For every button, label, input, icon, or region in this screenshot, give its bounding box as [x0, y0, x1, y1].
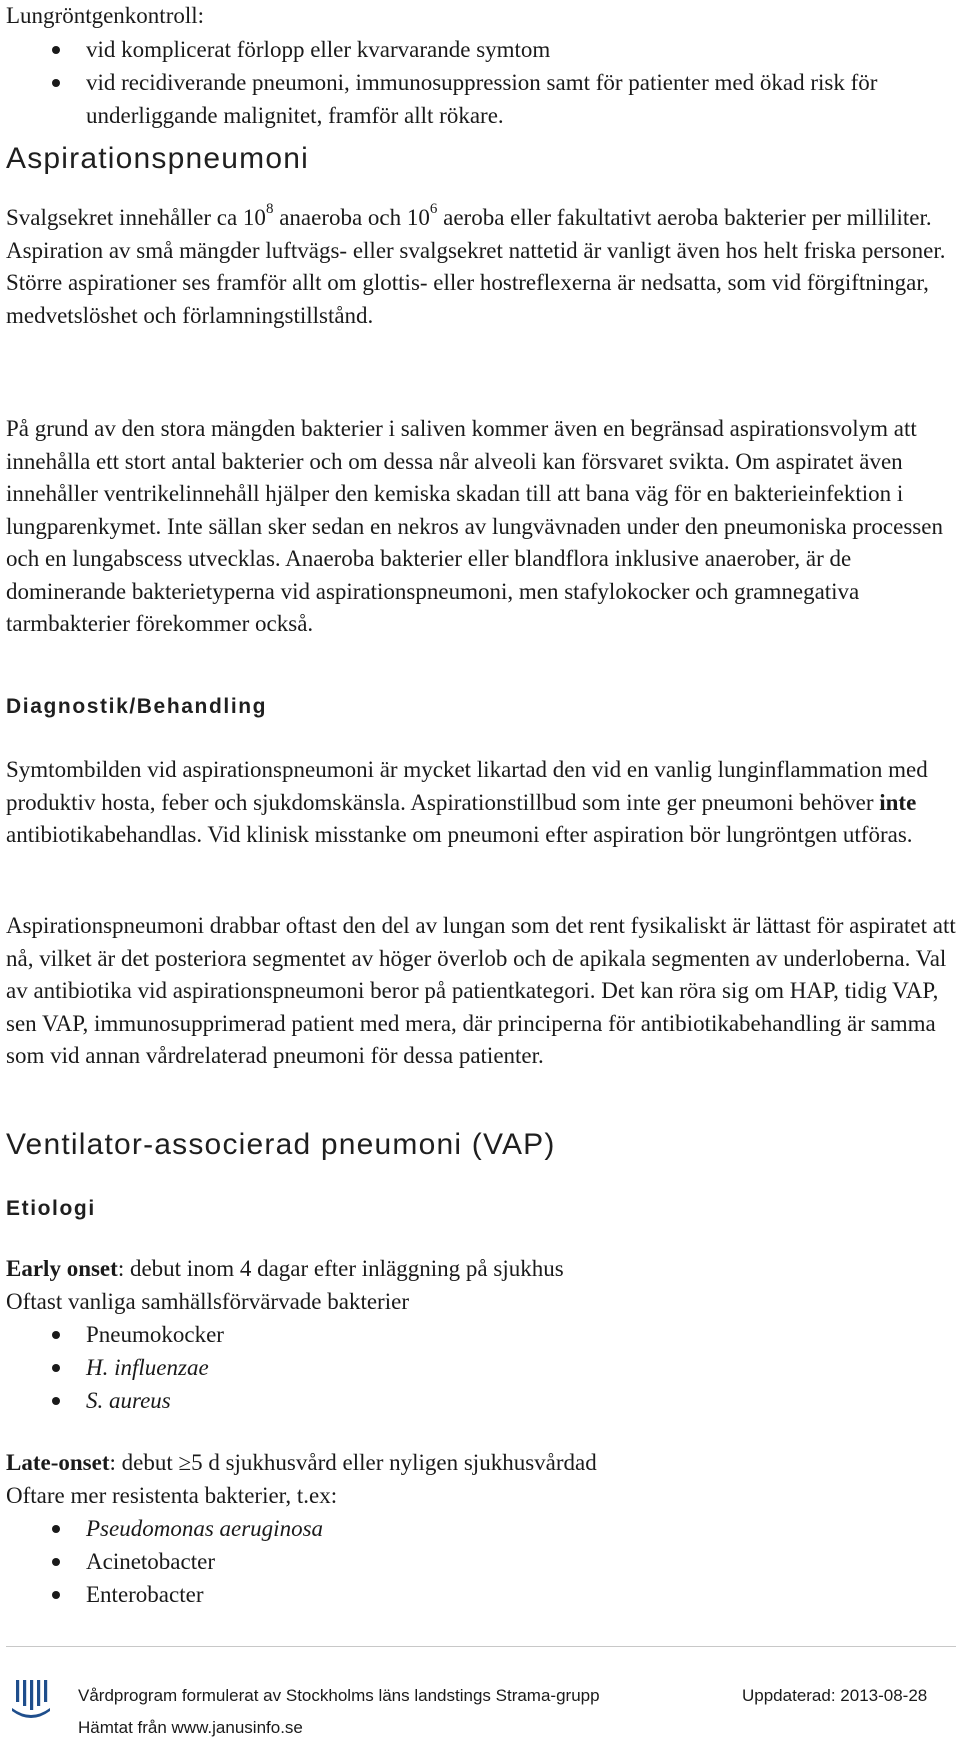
list-item: vid komplicerat förlopp eller kvarvarande symtom [6, 33, 956, 66]
early-onset-list [6, 1318, 956, 1417]
early-onset-block: Early onset: debut inom 4 dagar efter inläggning på sjukhus Oftast vanliga samhällsförvärvade bakterier Pneumokocker H. influenzae S. aureus [6, 1253, 956, 1417]
list-item: Pneumokocker [6, 1318, 956, 1351]
bullet-icon [52, 46, 60, 54]
bullet-icon [52, 79, 60, 87]
section-title-vap: Ventilator-associerad pneumoni (VAP) [6, 1128, 556, 1161]
aspiration-paragraph-2: På grund av den stora mängden bakterier i saliven kommer även en begränsad aspirationsvolym att innehålla ett stort antal bakterier och om dessa når alveoli kan försvaret svikta. Om aspiratet även innehåller ventrikelinnehåll hjälper den kemiska skadan till att bana väg för en bakterieinfektion i lungparenkymet. Inte sällan sker sedan en nekros av lungvävnaden under den pneumoniska processen och en lungabscess utvecklas. Anaeroba bakterier eller blandflora inklusive anaerober, är de dominerande bakterietyperna vid aspirationspneumoni, men stafylokocker och gramnegativa tarmbakterier förekommer också. [6, 416, 943, 636]
late-onset-label: Late-onset [6, 1450, 110, 1475]
early-onset-label: Early onset [6, 1256, 118, 1281]
section-subtitle-etiologi: Etiologi [6, 1197, 96, 1220]
list-item: vid recidiverande pneumoni, immunosuppression samt för patienter med ökad risk för underliggande malignitet, framför allt rökare. [6, 66, 956, 132]
bullet-icon [52, 1558, 60, 1566]
footer-source: Hämtat från www.janusinfo.se [78, 1718, 303, 1737]
aspiration-paragraph-1: Svalgsekret innehåller ca $10^8$ anaeroba och $10^6$ aeroba eller fakultativt aeroba bakterier per milliliter. Aspiration av små mängder luftvägs- eller svalgsekret nattetid är vanligt även hos helt friska personer. Större aspirationer ses framför allt om glottis- eller hostreflexerna är nedsatta, som vid förgiftningar, medvetslöshet och förlamningstillstånd. [6, 201, 946, 328]
bullet-icon [52, 1591, 60, 1599]
section-title-aspiration: Aspirationspneumoni [6, 142, 309, 175]
sll-logo-icon [10, 1678, 52, 1718]
list-item: S. aureus [6, 1384, 956, 1417]
bullet-icon [52, 1525, 60, 1533]
section-title-diagnostik: Diagnostik/Behandling [6, 695, 268, 718]
list-item: Enterobacter [6, 1578, 956, 1611]
footer-divider [6, 1646, 956, 1647]
bullet-icon [52, 1364, 60, 1372]
lung-xray-heading: Lungröntgenkontroll: [6, 3, 205, 28]
diagnostik-paragraph-2: Aspirationspneumoni drabbar oftast den del av lungan som det rent fysikaliskt är lättast för aspiratet att nå, vilket är det posteriora segmentet av höger överlob och de apikala segmenten av underloberna. Val av antibiotika vid aspirationspneumoni beror på patientkategori. Det kan röra sig om HAP, tidig VAP, sen VAP, immunosupprimerad patient med mera, där principerna för antibiotikabehandling är samma som vid annan vårdrelaterad pneumoni för dessa patienter. [6, 913, 956, 1068]
late-onset-list [6, 1512, 956, 1611]
list-item: Acinetobacter [6, 1545, 956, 1578]
bullet-icon [52, 1331, 60, 1339]
diagnostik-paragraph-1: Symtombilden vid aspirationspneumoni är mycket likartad den vid en vanlig lunginflammation med produktiv hosta, feber och sjukdomskänsla. Aspirationstillbud som inte ger pneumoni behöver inte antibiotikabehandlas. Vid klinisk misstanke om pneumoni efter aspiration bör lungröntgen utföras. [6, 757, 928, 847]
list-item: Pseudomonas aeruginosa [6, 1512, 956, 1545]
list-item: H. influenzae [6, 1351, 956, 1384]
late-onset-block: Late-onset: debut ≥5 d sjukhusvård eller nyligen sjukhusvårdad Oftare mer resistenta bakterier, t.ex: Pseudomonas aeruginosa Acinetobacter Enterobacter [6, 1447, 956, 1611]
lung-xray-list [6, 33, 956, 132]
lung-xray-section [6, 0, 956, 132]
footer-program: Vårdprogram formulerat av Stockholms läns landstings Strama-grupp [78, 1686, 600, 1705]
footer-updated: Uppdaterad: 2013-08-28 [742, 1686, 928, 1705]
bullet-icon [52, 1397, 60, 1405]
